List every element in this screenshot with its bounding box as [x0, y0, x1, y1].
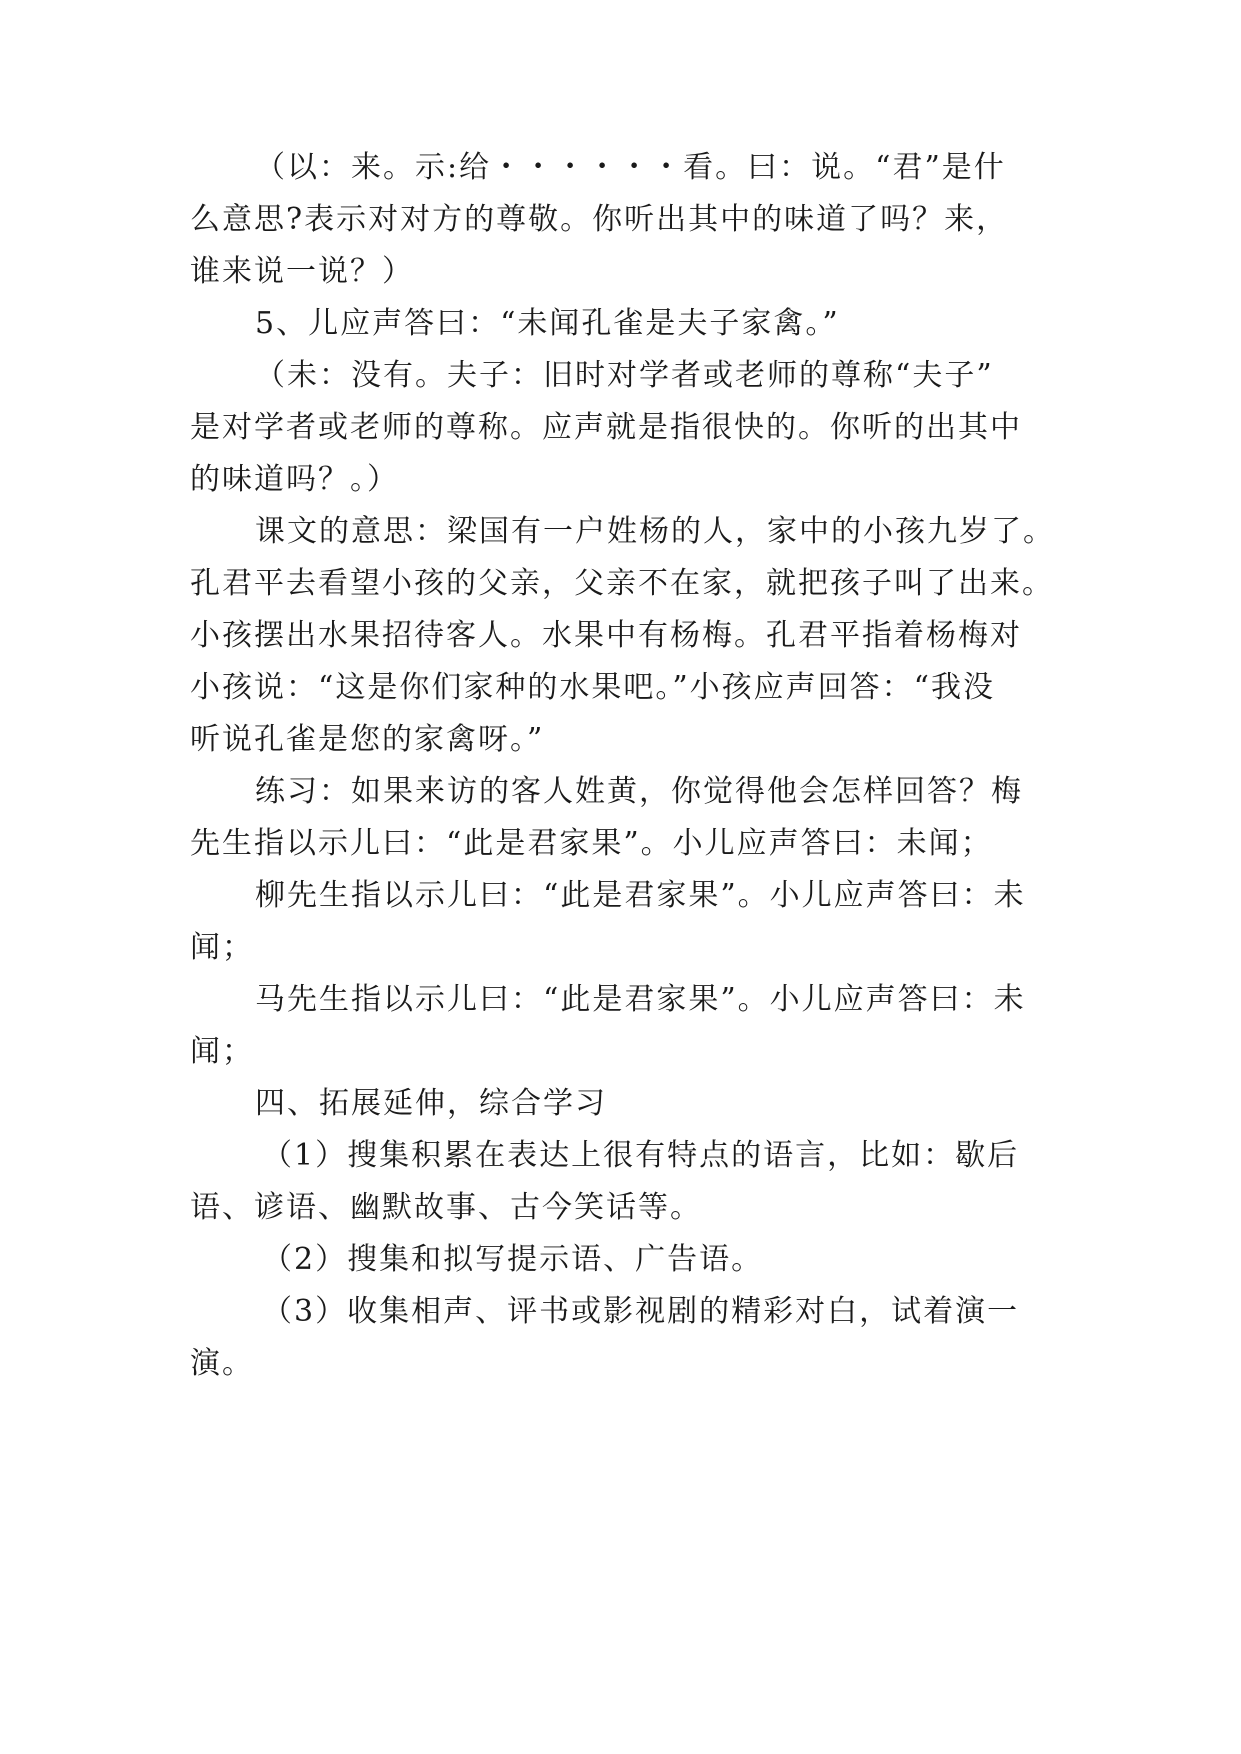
paragraph-line: （未：没有。夫子：旧时对学者或老师的尊称“夫子”: [255, 358, 994, 393]
paragraph-line: 课文的意思：梁国有一户姓杨的人，家中的小孩九岁了。: [255, 514, 1055, 549]
paragraph-line: 孔君平去看望小孩的父亲，父亲不在家，就把孩子叫了出来。: [190, 566, 1054, 601]
paragraph-line: 闻；: [190, 930, 254, 965]
paragraph-line: 谁来说一说？）: [190, 254, 414, 289]
paragraph-line: （3）收集相声、评书或影视剧的精彩对白，试着演一: [262, 1294, 1020, 1329]
paragraph-line: （2）搜集和拟写提示语、广告语。: [262, 1242, 764, 1277]
paragraph-line: （1）搜集积累在表达上很有特点的语言，比如：歇后: [262, 1138, 1020, 1173]
paragraph-line: 先生指以示儿曰：“此是君家果”。小儿应声答曰：未闻；: [190, 826, 993, 861]
paragraph-line: 柳先生指以示儿曰：“此是君家果”。小儿应声答曰：未: [255, 878, 1026, 913]
paragraph-line: 演。: [190, 1346, 254, 1381]
paragraph-line: 练习：如果来访的客人姓黄，你觉得他会怎样回答？梅: [255, 774, 1023, 809]
paragraph-line: 听说孔雀是您的家禽呀。”: [190, 722, 545, 757]
section-heading: 四、拓展延伸，综合学习: [255, 1086, 607, 1121]
paragraph-line: 是对学者或老师的尊称。应声就是指很快的。你听的出其中: [190, 410, 1022, 445]
paragraph-line: 马先生指以示儿曰：“此是君家果”。小儿应声答曰：未: [255, 982, 1026, 1017]
paragraph-line: 闻；: [190, 1034, 254, 1069]
paragraph-line: 的味道吗？。）: [190, 462, 399, 497]
paragraph-line: 5、儿应声答曰：“未闻孔雀是夫子家禽。”: [255, 306, 840, 341]
paragraph-line: 语、谚语、幽默故事、古今笑话等。: [190, 1190, 702, 1225]
paragraph-line: 么意思?表示对对方的尊敬。你听出其中的味道了吗？来，: [190, 202, 1009, 237]
paragraph-line: （以：来。示:给・・・・・・看。曰：说。“君”是什: [255, 150, 1006, 185]
paragraph-line: 小孩说：“这是你们家种的水果吧。”小孩应声回答：“我没: [190, 670, 996, 705]
paragraph-line: 小孩摆出水果招待客人。水果中有杨梅。孔君平指着杨梅对: [190, 618, 1022, 653]
